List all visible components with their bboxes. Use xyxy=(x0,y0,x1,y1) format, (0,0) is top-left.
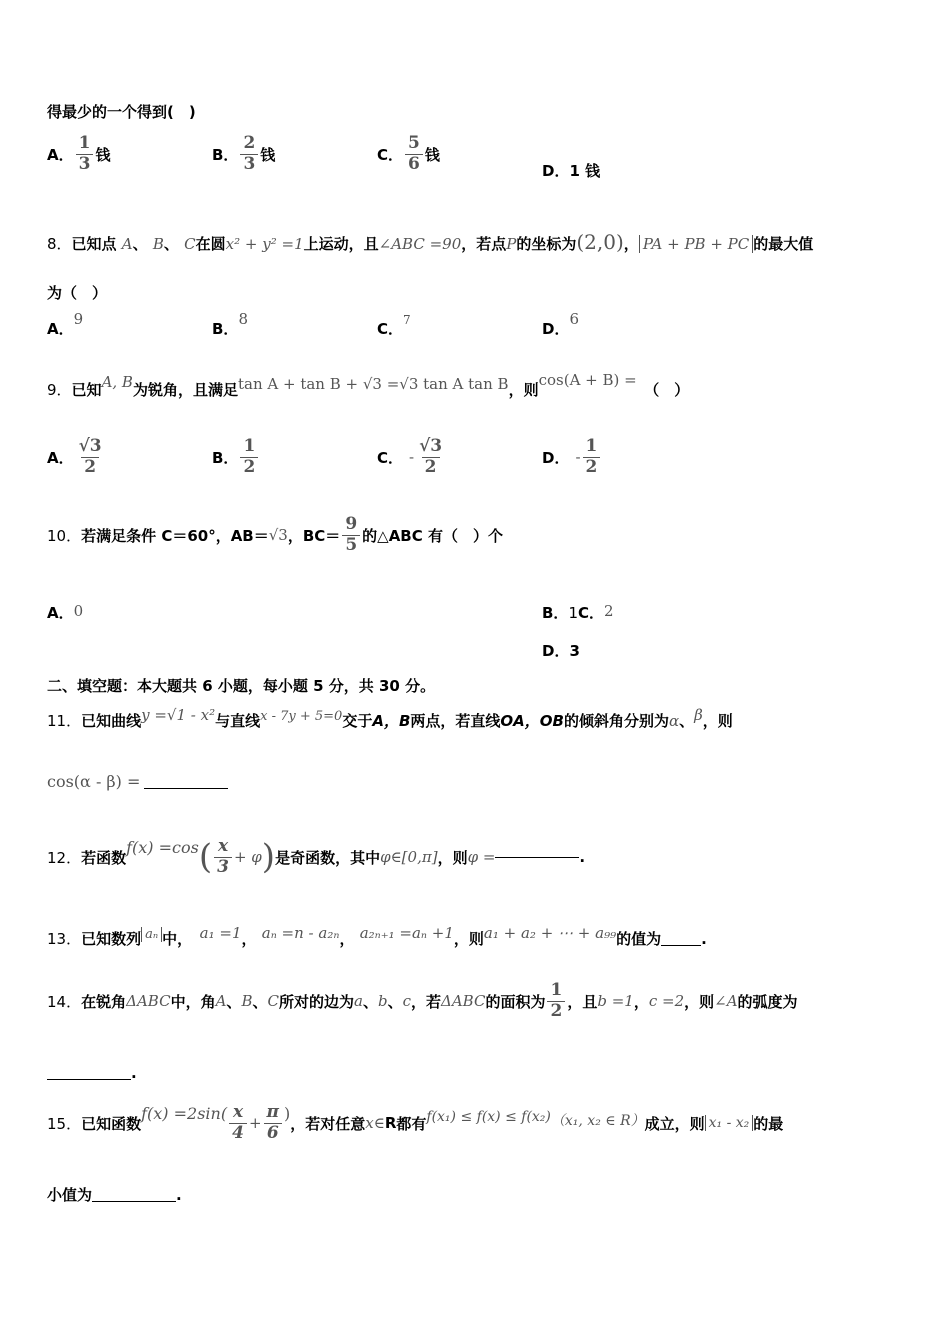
q7-option-a: A． $\frac{1}{3}$ 钱 xyxy=(47,133,111,174)
q8-option-a: A．9 xyxy=(47,310,84,338)
q11-answer-blank[interactable] xyxy=(144,788,228,789)
q9-line: 9．已知A, B为锐角，且满足tan A + tan B + √3 =√3 tan A tan B，则cos(A + B) = （ ） xyxy=(47,371,690,399)
q12-line: 12． 若函数 f(x) =cos ( $\frac{x}{3}$ + φ ) 是奇函数，其中 φ∈[0,π] ，则 φ = . xyxy=(47,835,586,877)
q9-option-b: B． $\frac{1}{2}$ xyxy=(212,437,260,477)
q13-answer-blank[interactable] xyxy=(661,945,701,946)
q8-option-c: C．$^7$ xyxy=(377,313,411,338)
q14-answer: . xyxy=(47,1064,137,1082)
q9-option-d: D． - $\frac{1}{2}$ xyxy=(542,437,602,477)
q10-option-a: A．0 xyxy=(47,602,84,622)
q10-option-d: D．3 xyxy=(542,642,580,660)
q8-option-b: B．8 xyxy=(212,310,248,338)
section-2-heading: 二、填空题：本大题共 6 小题，每小题 5 分，共 30 分。 xyxy=(47,677,436,695)
q8-line1: 8．已知点 A、 B、 C在圆x² + y² =1上运动，且∠ABC =90，若点P的坐标为(2,0)， PA + PB + PC 的最大值 xyxy=(47,230,814,254)
q15-line1: 15． 已知函数 f(x) =2sin( $\frac{x}{4}$ + $\frac{\pi}{6}$ ) ，若对任意 x∈ R 都有 f(x₁) ≤ f(x) ≤ f(x₂) （x₁, x₂ ∈ R） 成立，则 x₁ - x₂ 的最 xyxy=(47,1101,784,1143)
q10-line: 10． 若满足条件 C＝60°，AB＝ √3 ，BC＝ $\frac{9}{5}$ 的△ABC 有（ ）个 xyxy=(47,514,503,555)
q13-line: 13．已知数列 aₙ 中， a₁ =1， aₙ =n - a₂ₙ， a₂ₙ₊₁ =aₙ +1，则a₁ + a₂ + ⋯ + a₉₉的值为 . xyxy=(47,924,707,948)
q8-line2: 为（ ） xyxy=(47,284,108,302)
q15-answer-blank[interactable] xyxy=(92,1201,176,1202)
q15-line2: 小值为 . xyxy=(47,1186,182,1204)
q8-option-d: D．6 xyxy=(542,310,579,338)
q9-option-c: C． - $\frac{√3}{2}$ xyxy=(377,436,443,477)
q11-answer: cos(α - β) = xyxy=(47,772,228,791)
q14-answer-blank[interactable] xyxy=(47,1079,131,1080)
q7-option-b: B． $\frac{2}{3}$ 钱 xyxy=(212,133,276,174)
q14-line: 14． 在锐角 ΔABC 中，角 A 、 B 、 C 所对的边为 a 、 b 、 c ，若 ΔABC 的面积为 $\frac{1}{2}$ ，且 b =1 ， c =2 ，则 ∠A 的弧度为 xyxy=(47,979,798,1021)
q10-option-bc: B．1C．2 xyxy=(542,602,614,622)
q11-line: 11．已知曲线y =√1 - x²与直线x - 7y + 5=0交于A，B两点，若直线OA，OB的倾斜角分别为α、β，则 xyxy=(47,706,733,730)
q7-option-c: C． $\frac{5}{6}$ 钱 xyxy=(377,133,440,174)
q12-answer-blank[interactable] xyxy=(495,857,579,858)
q9-option-a: A． $\frac{√3}{2}$ xyxy=(47,436,102,477)
q7-option-d: D．1 钱 xyxy=(542,162,601,180)
q7-tail: 得最少的一个得到( ) xyxy=(47,103,196,121)
